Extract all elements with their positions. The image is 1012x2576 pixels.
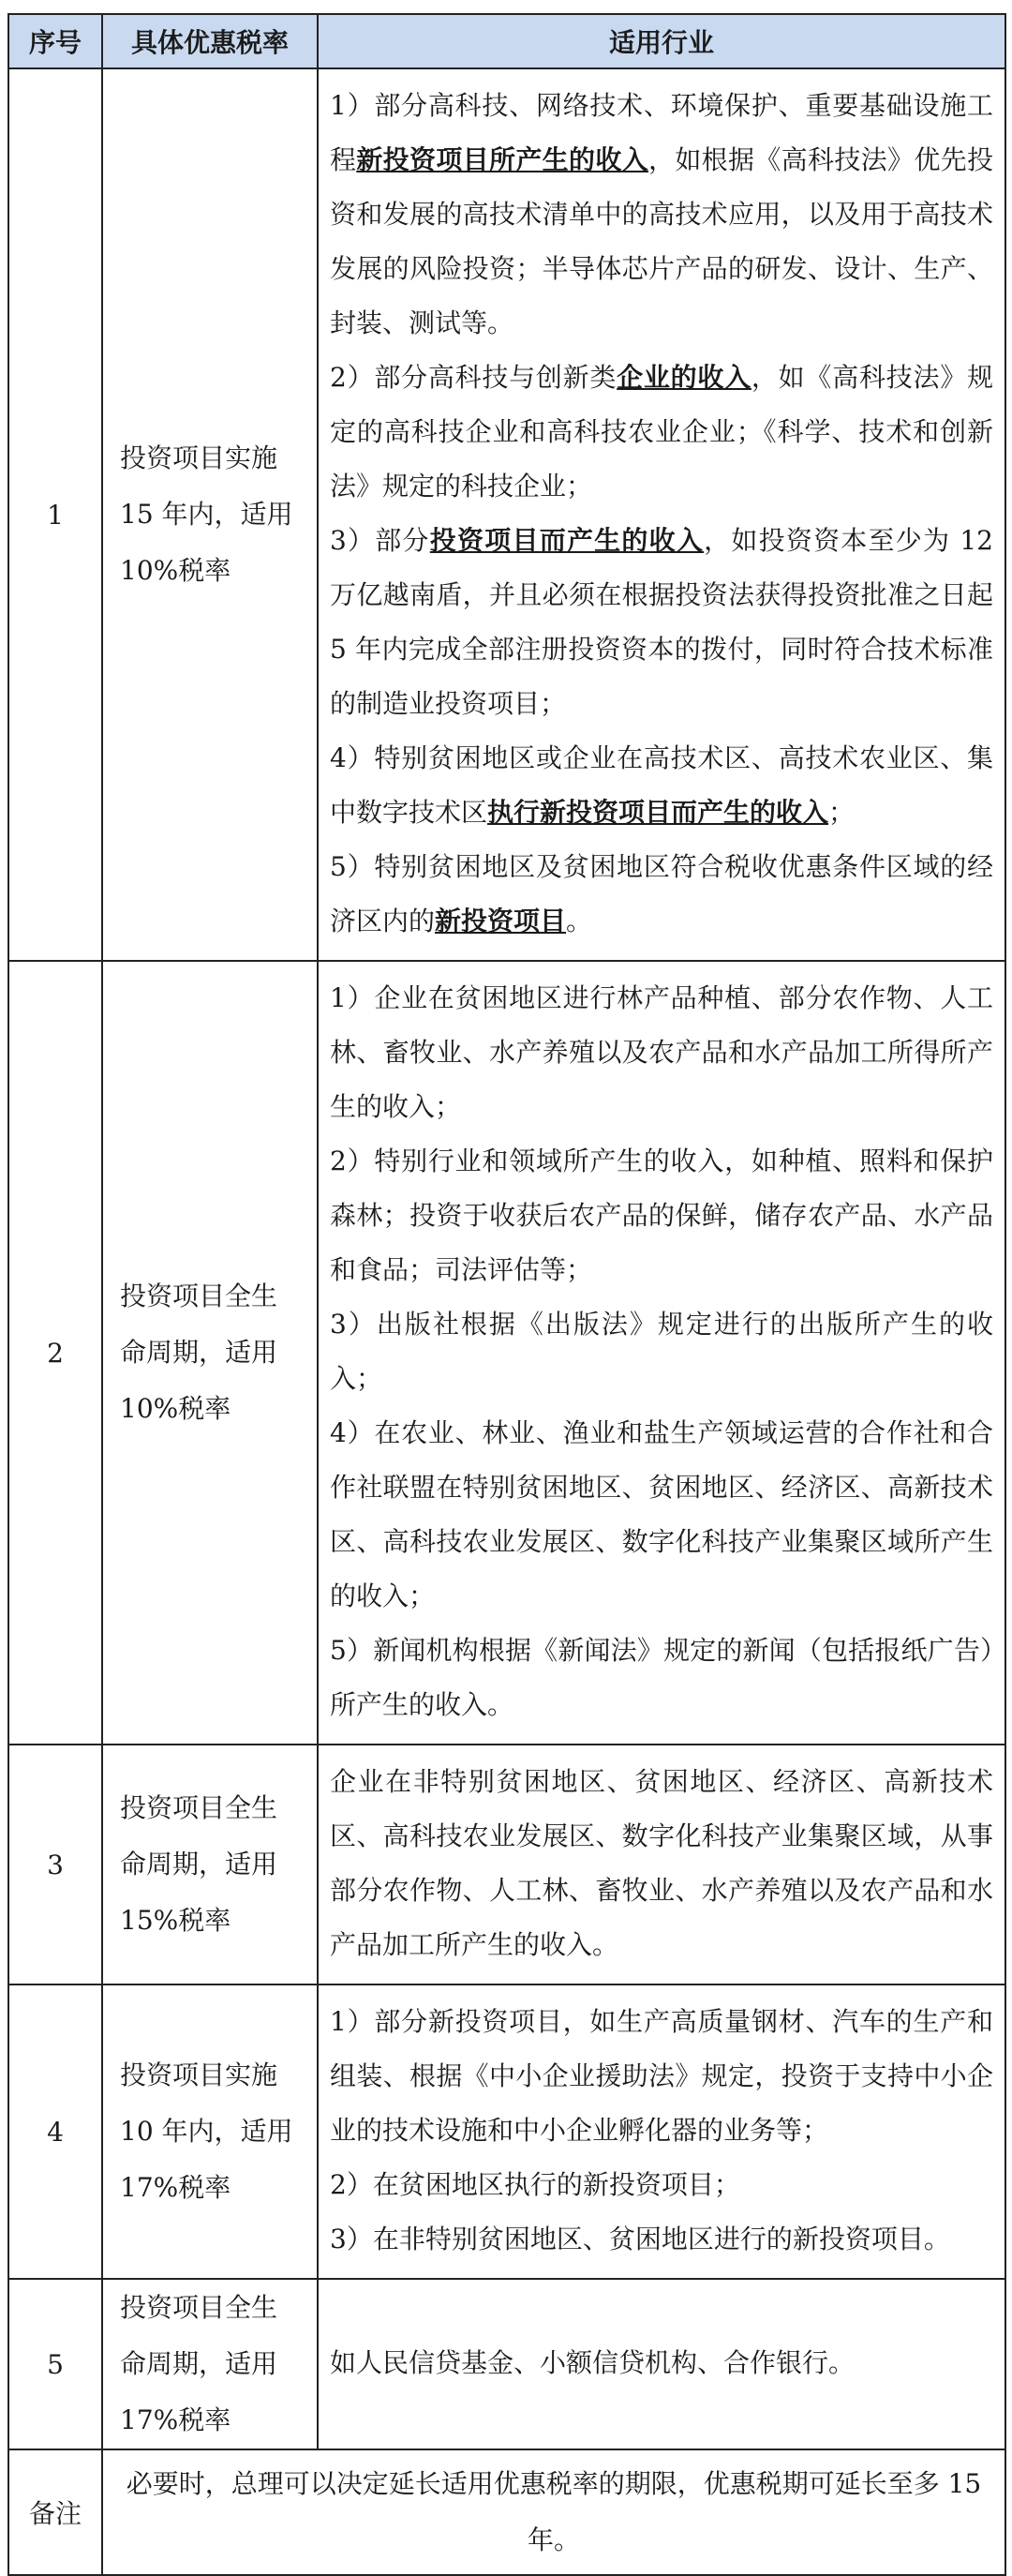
item-text: ，如根据《高科技法》优先投资和发展的高技术清单中的高技术应用，以及用于高技术发展的风险投资；半导体芯片产品的研发、设计、生产、封装、测试等。: [330, 144, 993, 338]
rate-line: 命周期，适用: [120, 1337, 278, 1368]
rate-cell: [102, 2279, 318, 2449]
item-text: ，如《高科技法》规定的高科技企业和高科技农业企业；《科学、技术和创新法》规定的科技企业；: [330, 362, 993, 502]
item-text: 4）特别贫困地区或企业在高技术区、高技术农业区、集中数字技术区: [330, 742, 993, 828]
list-item: 3）出版社根据《出版法》规定进行的出版所产生的收入；: [330, 1309, 993, 1394]
rate-line: 投资项目全生: [120, 2292, 278, 2323]
rate-cell: [102, 961, 318, 1745]
row-index: 3: [8, 1745, 102, 1984]
list-item: 2）在贫困地区执行的新投资项目；: [330, 2169, 740, 2200]
rate-line: 命周期，适用: [120, 2348, 278, 2379]
note-text: 必要时，总理可以决定延长适用优惠税率的期限，优惠税期可延长至多 15 年。: [102, 2449, 1005, 2575]
emphasis-text: 企业的收入: [617, 362, 752, 393]
row-index: 4: [8, 1984, 102, 2279]
row-index: 1: [8, 68, 102, 961]
list-item: 3）在非特别贫困地区、贫困地区进行的新投资项目。: [330, 2224, 950, 2254]
rate-line: 投资项目全生: [120, 1792, 278, 1823]
item-text: ；: [828, 797, 856, 828]
list-item: 1）部分新投资项目，如生产高质量钢材、汽车的生产和组装、根据《中小企业援助法》规定，投资于支持中小企业的技术设施和中小企业孵化器的业务等；: [330, 2006, 993, 2146]
header-rate: 具体优惠税率: [102, 14, 318, 68]
row-index: 2: [8, 961, 102, 1745]
list-item: 企业在非特别贫困地区、贫困地区、经济区、高新技术区、高科技农业发展区、数字化科技产业集聚区域，从事部分农作物、人工林、畜牧业、水产养殖以及农产品和水产品加工所产生的收入。: [330, 1766, 993, 1960]
industry-cell: [318, 961, 1005, 1745]
rate-cell: [102, 1745, 318, 1984]
note-label: 备注: [8, 2449, 102, 2575]
rate-cell: [102, 1984, 318, 2279]
list-item: 2）特别行业和领域所产生的收入，如种植、照料和保护森林；投资于收获后农产品的保鲜，储存农产品、水产品和食品；司法评估等；: [330, 1146, 993, 1285]
rate-line: 17%税率: [120, 2172, 231, 2203]
item-text: 3）部分: [330, 525, 430, 556]
note-row: [8, 2449, 1005, 2575]
emphasis-text: 执行新投资项目而产生的收入: [487, 797, 829, 828]
item-text: ，如投资资本至少为 12 万亿越南盾，并且必须在根据投资法获得投资批准之日起 5 年内完成全部注册投资资本的拨付，同时符合技术标准的制造业投资项目；: [330, 525, 993, 719]
rate-line: 投资项目实施: [120, 2059, 278, 2090]
table-row: [8, 68, 1005, 961]
header-industry: 适用行业: [318, 14, 1005, 68]
emphasis-text: 新投资项目所产生的收入: [356, 144, 648, 175]
industry-cell: [318, 68, 1005, 961]
header-index: 序号: [8, 14, 102, 68]
list-item: [330, 79, 993, 351]
industry-cell: [318, 1984, 1005, 2279]
row-index: 5: [8, 2279, 102, 2449]
emphasis-text: 新投资项目: [435, 906, 567, 936]
list-item: [330, 351, 993, 514]
item-text: 1）部分高科技、网络技术、环境保护、重要基础设施工程: [330, 90, 993, 175]
list-item: 1）企业在贫困地区进行林产品种植、部分农作物、人工林、畜牧业、水产养殖以及农产品和水产品加工所得所产生的收入；: [330, 982, 993, 1122]
table-row: [8, 1984, 1005, 2279]
item-text: 2）部分高科技与创新类: [330, 362, 618, 393]
list-item: 如人民信贷基金、小额信贷机构、合作银行。: [330, 2347, 856, 2378]
industry-cell: [318, 1745, 1005, 1984]
list-item: [330, 731, 993, 840]
rate-line: 10 年内，适用: [120, 2116, 293, 2147]
table-row: [8, 2279, 1005, 2449]
item-text: 5）特别贫困地区及贫困地区符合税收优惠条件区域的经济区内的: [330, 851, 993, 936]
list-item: 4）在农业、林业、渔业和盐生产领域运营的合作社和合作社联盟在特别贫困地区、贫困地区、经济区、高新技术区、高科技农业发展区、数字化科技产业集聚区域所产生的收入；: [330, 1417, 993, 1611]
tax-incentive-table: [7, 13, 1006, 2576]
list-item: 5）新闻机构根据《新闻法》规定的新闻（包括报纸广告）所产生的收入。: [330, 1635, 993, 1720]
rate-line: 15 年内，适用: [120, 499, 293, 530]
rate-line: 10%税率: [120, 555, 231, 586]
rate-line: 17%税率: [120, 2404, 231, 2435]
table-row: [8, 1745, 1005, 1984]
table-row: [8, 961, 1005, 1745]
table-header-row: [8, 14, 1005, 68]
list-item: [330, 514, 993, 731]
rate-line: 投资项目全生: [120, 1281, 278, 1311]
rate-line: 15%税率: [120, 1905, 231, 1936]
rate-line: 命周期，适用: [120, 1849, 278, 1880]
rate-line: 投资项目实施: [120, 442, 278, 473]
emphasis-text: 投资项目而产生的收入: [429, 525, 705, 556]
rate-cell: [102, 68, 318, 961]
rate-line: 10%税率: [120, 1393, 231, 1424]
item-text: 。: [566, 906, 593, 936]
list-item: [330, 840, 993, 949]
industry-cell: [318, 2279, 1005, 2449]
